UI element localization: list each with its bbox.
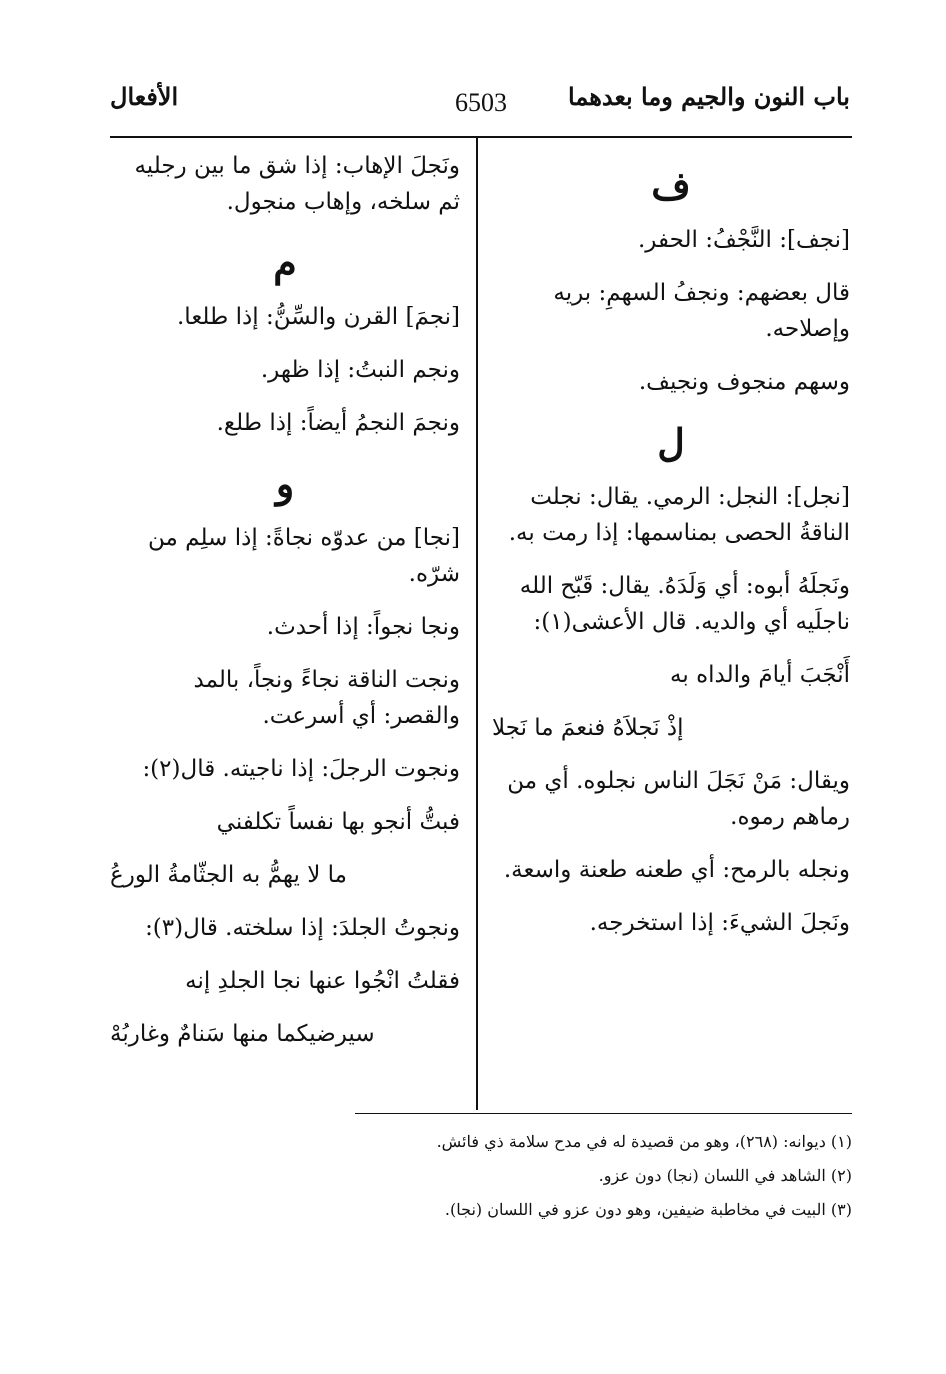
page-number: 6503 <box>455 88 507 117</box>
verse-2-first-half: فبتُّ أنجو بها نفساً تكلفني <box>216 809 460 835</box>
verse-3-first-half: فقلتُ انْجُوا عنها نجا الجلدِ إنه <box>185 968 460 994</box>
letter-heading-waw: و <box>275 461 295 506</box>
entry-najawtu-rajul: ونجوت الرجلَ: إذا ناجيته. قال(٢): <box>142 756 460 782</box>
entry-naja: [نجا] من عدوّه نجاةً: إذا سلِم من شرّه. <box>148 525 460 587</box>
letter-heading-fa: ف <box>651 163 691 208</box>
verse-1-second-half: إذْ نَجلاَهُ فنعمَ ما نَجلا <box>492 715 684 741</box>
section-title: الأفعال <box>110 82 179 111</box>
verse-3-second-half: سيرضيكما منها سَنامٌ وغاربُهْ <box>110 1021 375 1047</box>
letter-heading-mim: م <box>273 240 297 285</box>
entry-yuqal-man: ويقال: مَنْ نَجَلَ الناس نجلوه. أي من رماهم رموه. <box>507 768 850 830</box>
page-header <box>110 82 850 132</box>
entry-najala-ihab: ونَجلَ الإهاب: إذا شق ما بين رجليه ثم سلخه، وإهاب منجول. <box>134 153 460 215</box>
right-column <box>492 148 850 958</box>
entry-najaf-quote: قال بعضهم: ونجفُ السهمِ: بريه وإصلاحه. <box>553 280 850 342</box>
letter-heading-lam: ل <box>657 420 685 465</box>
entry-najam-najm: ونجمَ النجمُ أيضاً: إذا طلع. <box>216 410 460 436</box>
left-column <box>110 148 460 1069</box>
entry-najaf: [نجف]: النَّجْفُ: الحفر. <box>638 227 850 253</box>
entry-najaf-arrow: وسهم منجوف ونجيف. <box>638 369 850 395</box>
footnotes <box>355 1125 852 1227</box>
footnote-2: (٢) الشاهد في اللسان (نجا) دون عزو. <box>598 1166 852 1185</box>
entry-najala-shay: ونَجلَ الشيءَ: إذا استخرجه. <box>589 910 850 936</box>
entry-najalahu-rumh: ونجله بالرمح: أي طعنه طعنة واسعة. <box>503 857 850 883</box>
footnote-1: (١) ديوانه: (٢٦٨)، وهو من قصيدة له في مدح سلامة ذي فائش. <box>436 1132 852 1151</box>
chapter-title: باب النون والجيم وما بعدهما <box>568 82 850 111</box>
entry-najawtu-jild: ونجوتُ الجلدَ: إذا سلخته. قال(٣): <box>145 915 460 941</box>
footnote-3: (٣) البيت في مخاطبة ضيفين، وهو دون عزو في اللسان (نجا). <box>444 1200 852 1219</box>
footnote-rule <box>355 1113 852 1114</box>
entry-najam: [نجمَ] القرن والسِّنُّ: إذا طلعا. <box>177 304 460 330</box>
column-divider <box>476 138 478 1110</box>
verse-2-second-half: ما لا يهمُّ به الجثّامةُ الورعُ <box>110 862 347 888</box>
entry-najam-nabt: ونجم النبتُ: إذا ظهر. <box>260 357 460 383</box>
entry-najat-naqa: ونجت الناقة نجاءً ونجاً، بالمد والقصر: أي أسرعت. <box>193 667 460 729</box>
header-rule <box>110 136 852 138</box>
entry-najal: [نجل]: النجل: الرمي. يقال: نجلت الناقةُ الحصى بمناسمها: إذا رمت به. <box>508 484 850 546</box>
entry-najalahu: ونَجلَهُ أبوه: أي وَلَدَهُ. يقال: قَبّح الله ناجلَيه أي والديه. قال الأعشى(١): <box>519 573 850 635</box>
entry-naja-najwan: ونجا نجواً: إذا أحدث. <box>266 614 460 640</box>
verse-1-first-half: أَنْجَبَ أيامَ والداه به <box>670 662 850 688</box>
